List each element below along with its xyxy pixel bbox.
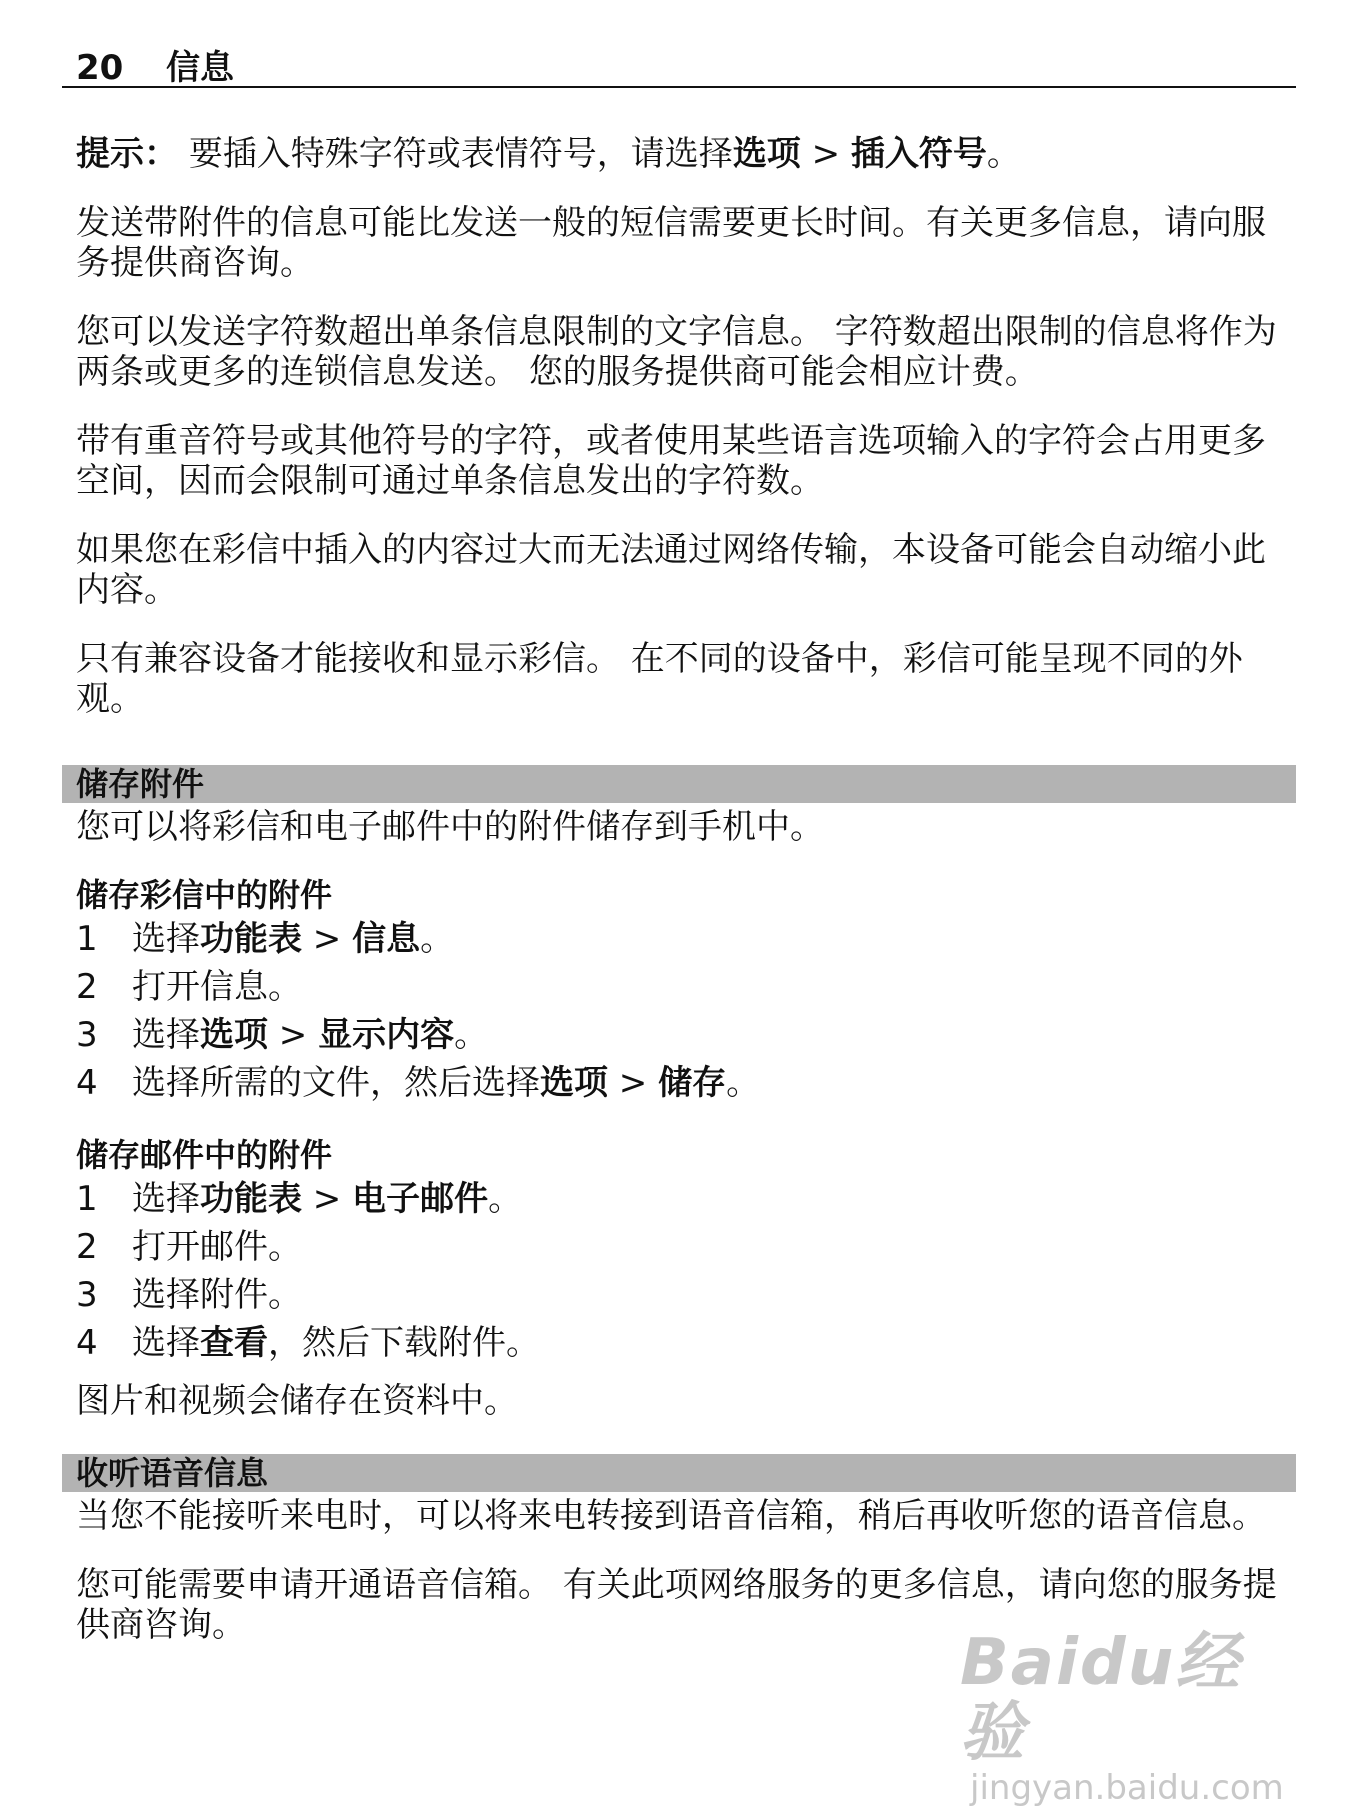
step-item	[76, 1271, 1296, 1319]
page-number: 20	[76, 48, 124, 88]
step-end: 。	[454, 1015, 489, 1055]
step-bold-2: 信息	[352, 919, 421, 959]
step-end: 。	[726, 1063, 761, 1103]
media-storage-note: 图片和视频会储存在资料中。	[76, 1381, 518, 1421]
step-bold-2: 储存	[658, 1063, 727, 1103]
step-number: 3	[76, 1015, 98, 1055]
step-text: 选择附件。	[132, 1275, 302, 1315]
step-content	[132, 1271, 302, 1319]
page-header	[62, 40, 1296, 88]
step-number: 4	[76, 1063, 98, 1103]
section-heading-save-attachments: 储存附件	[62, 765, 1296, 803]
step-item	[76, 1059, 1296, 1107]
step-item	[76, 1175, 1296, 1223]
step-bold-1: 选项	[200, 1015, 268, 1055]
step-number: 4	[76, 1323, 98, 1363]
step-number: 2	[76, 1227, 98, 1267]
paragraph-compatible-devices: 只有兼容设备才能接收和显示彩信。 在不同的设备中，彩信可能呈现不同的外观。	[76, 639, 1243, 719]
step-item	[76, 915, 1296, 963]
step-number: 1	[76, 1179, 98, 1219]
tip-target: 插入符号	[850, 134, 987, 174]
step-content	[132, 1319, 540, 1367]
watermark-logo: Baidu经验	[960, 1626, 1242, 1770]
step-content	[132, 1175, 522, 1223]
step-bold-2: 显示内容	[318, 1015, 455, 1055]
tip-option: 选项	[732, 134, 801, 174]
step-item	[76, 1319, 1296, 1367]
page-content	[62, 134, 1296, 1645]
paragraph-special-chars: 带有重音符号或其他符号的字符，或者使用某些语言选项输入的字符会占用更多空间，因而会限制可通过单条信息发出的字符数。	[76, 421, 1266, 501]
step-text: 选择所需的文件，然后选择	[132, 1063, 540, 1103]
baidu-watermark	[960, 1626, 1300, 1808]
step-separator: >	[302, 1179, 353, 1219]
tip-paragraph	[76, 134, 1296, 174]
step-text: 选择	[132, 1015, 200, 1055]
page-section-title: 信息	[166, 48, 234, 88]
step-text: 选择	[132, 919, 200, 959]
voice-paragraph-forward: 当您不能接听来电时，可以将来电转接到语音信箱，稍后再收听您的语音信息。	[76, 1496, 1266, 1536]
step-number: 2	[76, 967, 98, 1007]
step-separator: >	[302, 919, 353, 959]
step-item	[76, 963, 1296, 1011]
step-number: 1	[76, 919, 98, 959]
step-content	[132, 1059, 760, 1107]
step-bold-1: 选项	[540, 1063, 608, 1103]
watermark-url: jingyan.baidu.com	[970, 1768, 1284, 1808]
subheading-save-mms-attachments: 储存彩信中的附件	[76, 876, 333, 914]
step-number: 3	[76, 1275, 98, 1315]
tip-separator: >	[800, 134, 851, 174]
section-heading-voice-messages: 收听语音信息	[62, 1454, 1296, 1492]
document-page	[62, 40, 1296, 1645]
subheading-save-email-attachments: 储存邮件中的附件	[76, 1136, 333, 1174]
step-bold-2: 电子邮件	[352, 1179, 489, 1219]
paragraph-mms-resize: 如果您在彩信中插入的内容过大而无法通过网络传输，本设备可能会自动缩小此内容。	[76, 530, 1266, 610]
step-end: 。	[420, 919, 455, 959]
paragraph-long-message: 您可以发送字符数超出单条信息限制的文字信息。 字符数超出限制的信息将作为两条或更多的连锁信息发送。 您的服务提供商可能会相应计费。	[76, 312, 1277, 392]
step-end: 。	[488, 1179, 523, 1219]
paragraph-attachment-time: 发送带附件的信息可能比发送一般的短信需要更长时间。有关更多信息，请向服务提供商咨询。	[76, 203, 1266, 283]
step-text: 选择	[132, 1179, 200, 1219]
step-content	[132, 1223, 302, 1271]
step-bold-1: 功能表	[200, 919, 302, 959]
email-steps-list	[76, 1175, 1296, 1367]
step-separator: >	[608, 1063, 659, 1103]
step-end: ，然后下载附件。	[268, 1323, 540, 1363]
step-item	[76, 1011, 1296, 1059]
mms-steps-list	[76, 915, 1296, 1107]
tip-end: 。	[986, 134, 1021, 174]
tip-text: 要插入特殊字符或表情符号，请选择	[188, 134, 733, 174]
tip-label: 提示：	[76, 134, 178, 174]
step-bold-1: 查看	[200, 1323, 268, 1363]
step-separator: >	[268, 1015, 319, 1055]
step-content	[132, 915, 454, 963]
step-text: 打开邮件。	[132, 1227, 302, 1267]
step-content	[132, 1011, 488, 1059]
step-item	[76, 1223, 1296, 1271]
save-attachments-intro: 您可以将彩信和电子邮件中的附件储存到手机中。	[76, 807, 824, 847]
voice-paragraph-subscribe: 您可能需要申请开通语音信箱。 有关此项网络服务的更多信息，请向您的服务提供商咨询。	[76, 1565, 1277, 1645]
step-text: 打开信息。	[132, 967, 302, 1007]
step-content	[132, 963, 302, 1011]
step-text: 选择	[132, 1323, 200, 1363]
step-bold-1: 功能表	[200, 1179, 302, 1219]
